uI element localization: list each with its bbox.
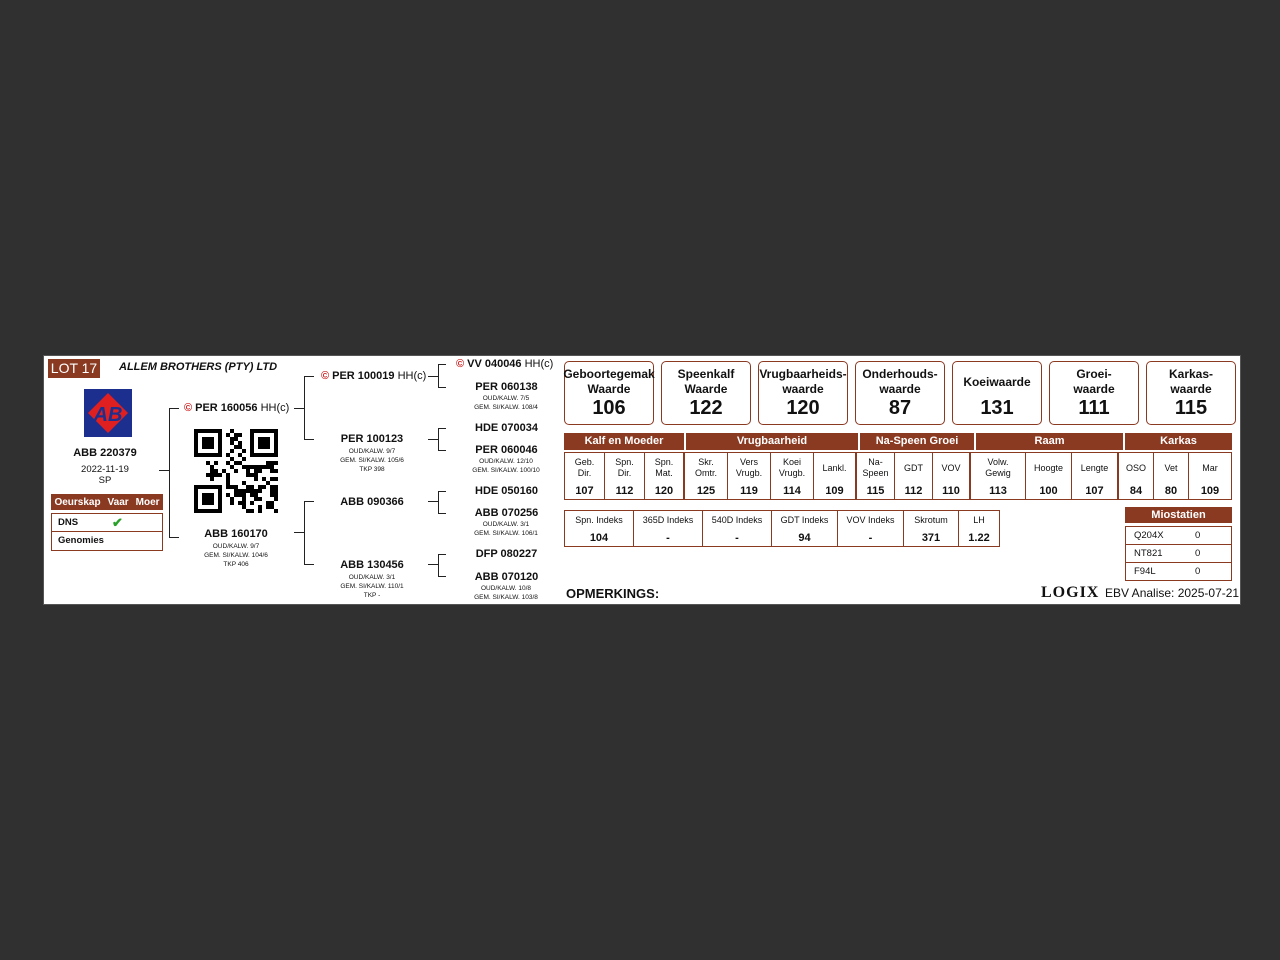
value-box bbox=[758, 361, 848, 425]
dd-info-1: OUD/KALW. 3/1 bbox=[348, 574, 396, 581]
animal-date: 2022-11-19 bbox=[81, 464, 129, 475]
value-subtitle: waarde bbox=[1170, 382, 1212, 396]
dam-info-3: TKP 406 bbox=[223, 561, 249, 568]
check-icon: ✔ bbox=[112, 515, 123, 530]
index-cell: LH 1.22 bbox=[968, 515, 990, 544]
animal-id: ABB 220379 bbox=[73, 447, 137, 459]
section-header: Kalf en Moeder bbox=[564, 433, 684, 450]
registered-icon: © bbox=[184, 402, 193, 414]
value-title: Karkas- bbox=[1168, 367, 1214, 381]
index-cell: 540D Indeks - bbox=[703, 511, 772, 546]
ownership-row bbox=[52, 532, 162, 550]
ebv-cell: Skr. Omtr. 125 bbox=[685, 453, 728, 499]
ddd-info-1: OUD/KALW. 10/8 bbox=[480, 585, 532, 592]
ownership-row-label: DNS bbox=[58, 517, 79, 528]
value-title: Geboortegemak bbox=[563, 367, 655, 381]
ebv-cell: Geb. Dir. 107 bbox=[565, 453, 605, 499]
sire-header-label: Vaar bbox=[107, 496, 129, 508]
sd-info-1: OUD/KALW. 9/7 bbox=[348, 448, 396, 455]
svg-text:AB: AB bbox=[93, 404, 123, 426]
value-number: 87 bbox=[888, 397, 912, 419]
ebv-cell: Na- Speen 115 bbox=[857, 453, 895, 499]
sss-name: © VV 040046 HH(c) bbox=[456, 358, 554, 370]
ownership-header-label: Oeurskap bbox=[54, 496, 101, 508]
breeder-logo bbox=[84, 389, 132, 437]
ss-name: © PER 100019 HH(c) bbox=[321, 370, 427, 382]
sd-name: PER 100123 bbox=[340, 433, 404, 445]
index-cell: 365D Indeks - bbox=[634, 511, 703, 546]
ebv-cell: VOV 110 bbox=[933, 453, 971, 499]
value-number: 106 bbox=[592, 397, 626, 419]
value-subtitle: waarde bbox=[879, 382, 921, 396]
sdd-info-2: GEM. SI/KALW. 100/10 bbox=[472, 467, 540, 474]
value-subtitle: waarde bbox=[782, 382, 824, 396]
value-box bbox=[1049, 361, 1139, 425]
section-header: Raam bbox=[976, 433, 1123, 450]
breeder-name: ALLEM BROTHERS (PTY) LTD bbox=[119, 361, 278, 373]
ssd-info-1: OUD/KALW. 7/5 bbox=[482, 395, 530, 402]
ebv-cell: Hoogte 100 bbox=[1026, 453, 1072, 499]
dd-name: ABB 130456 bbox=[340, 559, 404, 571]
sdd-name: PER 060046 bbox=[475, 444, 538, 456]
section-header: Na-Speen Groei bbox=[860, 433, 974, 450]
miostatien-row: NT821 0 bbox=[1126, 545, 1231, 563]
index-cell: GDT Indeks 94 bbox=[772, 511, 838, 546]
dd-info-2: GEM. SI/KALW. 110/1 bbox=[340, 583, 404, 590]
ownership-row bbox=[52, 514, 162, 532]
dsd-info-2: GEM. SI/KALW. 106/1 bbox=[474, 530, 538, 537]
miostatien-row: F94L 0 bbox=[1134, 566, 1201, 577]
ebv-cell: Vers Vrugb. 119 bbox=[728, 453, 771, 499]
dam-info-1: OUD/KALW. 9/7 bbox=[212, 543, 260, 550]
analysis-date: EBV Analise: 2025-07-21 bbox=[1105, 586, 1240, 600]
qr-code bbox=[194, 429, 278, 513]
ds-name: ABB 090366 bbox=[340, 496, 404, 508]
ddd-name: ABB 070120 bbox=[474, 571, 539, 583]
sdd-info-1: OUD/KALW. 12/10 bbox=[479, 458, 533, 465]
lot-badge: LOT 17 bbox=[48, 359, 100, 378]
value-title: Onderhouds- bbox=[862, 367, 938, 381]
ebv-cell: Vet 80 bbox=[1154, 453, 1189, 499]
ssd-name: PER 060138 bbox=[475, 381, 538, 393]
ownership-header bbox=[51, 494, 163, 510]
index-cell: Skrotum 371 bbox=[904, 511, 959, 546]
ebv-cell: Volw. Gewig 113 bbox=[971, 453, 1026, 499]
value-box bbox=[952, 361, 1042, 425]
ebv-table bbox=[564, 452, 1232, 500]
value-number: 131 bbox=[980, 397, 1014, 419]
sd-info-2: GEM. SI/KALW. 105/6 bbox=[340, 457, 404, 464]
ebv-cell: Spn. Dir. 112 bbox=[605, 453, 645, 499]
miostatien-row: Q204X 0 bbox=[1126, 527, 1231, 545]
logix-logo: LOGIX bbox=[1041, 584, 1100, 601]
miostatien-table bbox=[1125, 526, 1232, 581]
sds-name: HDE 070034 bbox=[475, 422, 538, 434]
dds-name: DFP 080227 bbox=[475, 548, 538, 560]
value-subtitle: waarde bbox=[1073, 382, 1115, 396]
ebv-cell: OSO 84 bbox=[1119, 453, 1154, 499]
ownership-row-label: Genomies bbox=[58, 535, 104, 546]
value-title: Groei- bbox=[1076, 367, 1112, 381]
section-header: Vrugbaarheid bbox=[686, 433, 858, 450]
dam-name: ABB 160170 bbox=[204, 528, 268, 540]
index-cell: Spn. Indeks 104 bbox=[565, 511, 634, 546]
dam-info-2: GEM. SI/KALW. 104/6 bbox=[204, 552, 268, 559]
dd-info-3: TKP - bbox=[363, 592, 381, 599]
dsd-info-1: OUD/KALW. 3/1 bbox=[482, 521, 530, 528]
ssd-info-2: GEM. SI/KALW. 108/4 bbox=[474, 404, 538, 411]
sd-info-3: TKP 398 bbox=[359, 466, 385, 473]
ebv-cell: Koei Vrugb. 114 bbox=[771, 453, 814, 499]
value-subtitle: Waarde bbox=[587, 382, 631, 396]
dsd-name: ABB 070256 bbox=[474, 507, 539, 519]
ebv-cell: Spn. Mat. 120 bbox=[645, 453, 685, 499]
ebv-cell: Lengte 107 bbox=[1072, 453, 1119, 499]
lot-card bbox=[43, 355, 1241, 605]
sire-name: © PER 160056 HH(c) bbox=[184, 402, 290, 414]
value-title: Vrugbaarheids- bbox=[759, 367, 847, 381]
registered-icon: © bbox=[456, 358, 465, 370]
ebv-cell: Lankl. 109 bbox=[814, 453, 857, 499]
animal-type: SP bbox=[98, 475, 112, 486]
value-box bbox=[855, 361, 945, 425]
dam-header-label: Moer bbox=[135, 496, 160, 508]
remarks-label: OPMERKINGS: bbox=[566, 586, 660, 601]
value-number: 120 bbox=[786, 397, 820, 419]
value-subtitle: Waarde bbox=[684, 382, 728, 396]
value-number: 111 bbox=[1078, 397, 1110, 419]
ebv-cell: Mar 109 bbox=[1200, 462, 1220, 497]
ownership-table bbox=[51, 513, 163, 551]
registered-icon: © bbox=[321, 370, 330, 382]
value-box bbox=[661, 361, 751, 425]
section-header: Karkas bbox=[1125, 433, 1232, 450]
miostatien-header: Miostatien bbox=[1125, 507, 1232, 523]
ddd-info-2: GEM. SI/KALW. 103/8 bbox=[474, 594, 538, 601]
value-box bbox=[1146, 361, 1236, 425]
value-title: Koeiwaarde bbox=[963, 374, 1031, 389]
value-title: Speenkalf bbox=[677, 367, 735, 381]
index-table bbox=[564, 510, 1000, 547]
value-box bbox=[564, 361, 654, 425]
value-number: 122 bbox=[689, 397, 723, 419]
value-number: 115 bbox=[1174, 397, 1208, 419]
index-cell: VOV Indeks - bbox=[838, 511, 904, 546]
dss-name: HDE 050160 bbox=[475, 485, 538, 497]
ebv-cell: GDT 112 bbox=[895, 453, 933, 499]
